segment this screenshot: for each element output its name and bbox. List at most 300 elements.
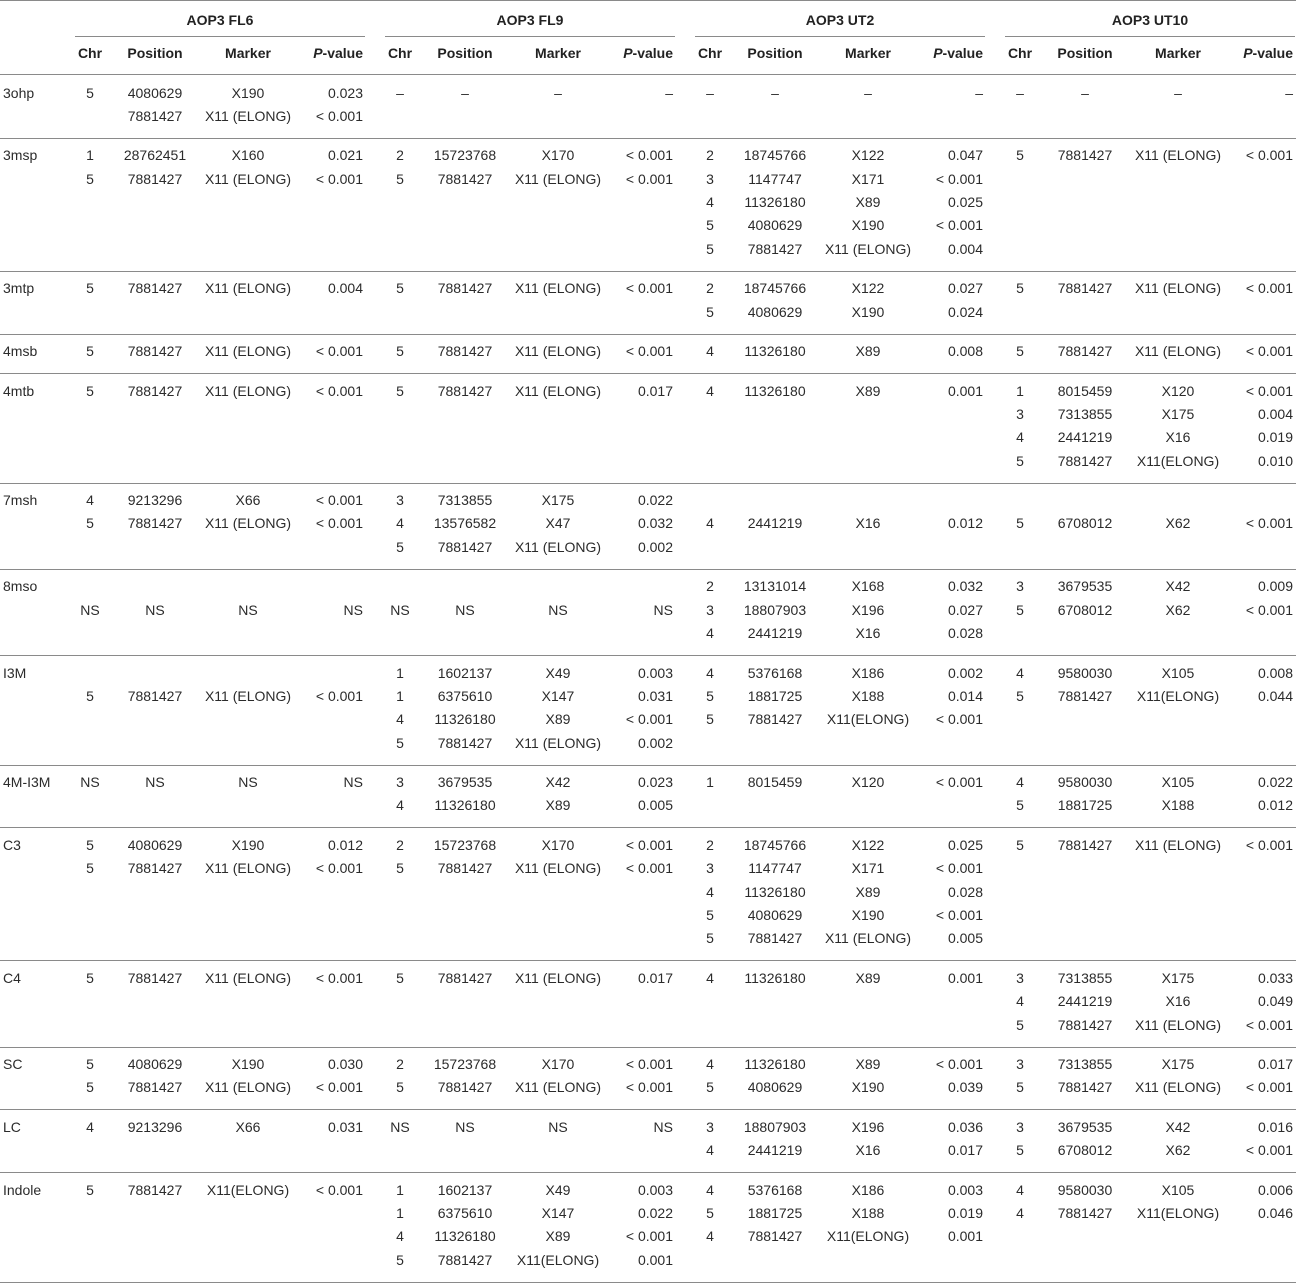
cell-marker: X105 [1161, 774, 1195, 791]
cell-pvalue: < 0.001 [625, 711, 673, 728]
cell-chr: 4 [706, 883, 714, 900]
cell-chr: 5 [86, 1056, 94, 1073]
cell-chr: NS [80, 601, 100, 618]
cell-marker: X62 [1165, 1142, 1191, 1159]
cell-chr: 5 [86, 382, 94, 399]
cell-marker: X16 [855, 515, 881, 532]
group-title-ut2: AOP3 UT2 [805, 12, 875, 28]
table-row [0, 334, 1296, 374]
cell-marker: X49 [545, 1181, 571, 1198]
group-title-fl6: AOP3 FL6 [186, 12, 254, 28]
cell-chr: 4 [1016, 993, 1024, 1010]
cell-position: 18807903 [743, 1118, 807, 1135]
cell-marker: X11 (ELONG) [1134, 1016, 1222, 1033]
cell-marker: X11(ELONG) [826, 1228, 910, 1245]
cell-position: 4080629 [127, 1056, 183, 1073]
cell-chr: 5 [1016, 147, 1024, 164]
cell-marker: X42 [545, 774, 571, 791]
cell-pvalue: 0.044 [1257, 687, 1293, 704]
cell-chr: 4 [706, 1181, 714, 1198]
cell-chr: 4 [706, 194, 714, 211]
col-header-marker: Marker [535, 45, 581, 61]
cell-marker: X170 [541, 147, 575, 164]
col-header-chr: Chr [697, 45, 723, 61]
cell-marker: X190 [231, 84, 265, 101]
cell-position: 3679535 [437, 774, 493, 791]
cell-marker: X120 [851, 774, 885, 791]
cell-marker: X190 [851, 303, 885, 320]
col-header-chr: Chr [77, 45, 103, 61]
pvalue-italic: P [1243, 45, 1253, 61]
cell-pvalue: < 0.001 [315, 687, 363, 704]
cell-pvalue: 0.001 [947, 969, 983, 986]
cell-position: 7881427 [1057, 343, 1113, 360]
cell-marker: X11 (ELONG) [514, 280, 602, 297]
trait-name: C3 [3, 836, 21, 853]
cell-pvalue: 0.024 [947, 303, 983, 320]
cell-marker: X171 [851, 860, 885, 877]
cell-pvalue: NS [343, 601, 363, 618]
cell-pvalue: NS [653, 601, 673, 618]
cell-marker: X175 [1161, 1056, 1195, 1073]
cell-chr: – [706, 84, 714, 101]
cell-pvalue: 0.009 [1257, 578, 1293, 595]
cell-chr: 5 [706, 930, 714, 947]
cell-position: 7881427 [437, 343, 493, 360]
cell-position: 7881427 [437, 280, 493, 297]
cell-position: 7881427 [1057, 280, 1113, 297]
cell-pvalue: NS [343, 774, 363, 791]
cell-marker: X11 (ELONG) [514, 538, 602, 555]
cell-marker: X11 (ELONG) [204, 343, 292, 360]
cell-position: 7881427 [437, 170, 493, 187]
cell-pvalue: < 0.001 [625, 860, 673, 877]
cell-marker: X175 [541, 492, 575, 509]
cell-chr: 5 [1016, 452, 1024, 469]
cell-pvalue: 0.049 [1257, 993, 1293, 1010]
cell-position: 1602137 [437, 664, 493, 681]
cell-position: 4080629 [747, 907, 803, 924]
trait-name: 4msb [3, 343, 38, 360]
trait-name: 3ohp [3, 84, 35, 101]
cell-marker: X11 (ELONG) [1134, 1079, 1222, 1096]
cell-position: NS [455, 1118, 475, 1135]
cell-chr: 5 [86, 1181, 94, 1198]
cell-chr: 5 [1016, 601, 1024, 618]
cell-chr: 4 [706, 343, 714, 360]
cell-pvalue: 0.008 [1257, 664, 1293, 681]
cell-marker: X47 [545, 515, 571, 532]
cell-pvalue: < 0.001 [315, 382, 363, 399]
cell-pvalue: < 0.001 [1245, 147, 1293, 164]
cell-chr: 4 [1016, 1181, 1024, 1198]
cell-chr: 5 [1016, 280, 1024, 297]
cell-pvalue: 0.002 [947, 664, 983, 681]
pvalue-italic: P [313, 45, 323, 61]
cell-pvalue: 0.047 [947, 147, 983, 164]
cell-marker: – [864, 84, 872, 101]
cell-position: 7881427 [747, 240, 803, 257]
cell-marker: X11(ELONG) [1136, 452, 1220, 469]
table-row [0, 483, 1296, 570]
cell-pvalue: 0.027 [947, 280, 983, 297]
cell-pvalue: 0.001 [947, 1228, 983, 1245]
cell-position: – [771, 84, 779, 101]
cell-pvalue: < 0.001 [625, 147, 673, 164]
cell-pvalue: < 0.001 [1245, 601, 1293, 618]
cell-position: 7881427 [747, 711, 803, 728]
cell-pvalue: < 0.001 [625, 1056, 673, 1073]
cell-position: 9580030 [1057, 774, 1113, 791]
cell-chr: 5 [396, 969, 404, 986]
cell-pvalue: 0.019 [1257, 429, 1293, 446]
cell-marker: X89 [855, 343, 881, 360]
group-header-row [0, 0, 1296, 37]
cell-pvalue: < 0.001 [315, 515, 363, 532]
cell-pvalue: < 0.001 [935, 711, 983, 728]
cell-chr: 5 [396, 734, 404, 751]
cell-pvalue: NS [653, 1118, 673, 1135]
cell-chr: NS [80, 774, 100, 791]
cell-position: 11326180 [744, 343, 806, 360]
cell-position: 7881427 [747, 930, 803, 947]
cell-position: 7881427 [1057, 1016, 1113, 1033]
cell-pvalue: 0.010 [1257, 452, 1293, 469]
cell-position: 7881427 [747, 1228, 803, 1245]
pvalue-italic: P [933, 45, 943, 61]
cell-chr: 5 [396, 382, 404, 399]
cell-chr: 3 [706, 170, 714, 187]
col-header-position: Position [127, 45, 183, 61]
cell-pvalue: 0.012 [1257, 797, 1293, 814]
cell-marker: X11 (ELONG) [1134, 280, 1222, 297]
cell-pvalue: 0.002 [637, 538, 673, 555]
cell-position: 4080629 [747, 1079, 803, 1096]
table-row [0, 569, 1296, 656]
cell-chr: 5 [706, 240, 714, 257]
cell-chr: 5 [396, 170, 404, 187]
cell-pvalue: 0.025 [947, 836, 983, 853]
cell-marker: X16 [1165, 429, 1191, 446]
cell-pvalue: 0.004 [327, 280, 363, 297]
cell-pvalue: – [1285, 84, 1293, 101]
cell-chr: 4 [706, 1142, 714, 1159]
cell-pvalue: 0.028 [947, 883, 983, 900]
cell-pvalue: < 0.001 [1245, 1142, 1293, 1159]
cell-position: 11326180 [744, 1056, 806, 1073]
cell-pvalue: < 0.001 [625, 1228, 673, 1245]
cell-chr: 5 [396, 1079, 404, 1096]
table-row [0, 75, 1296, 139]
cell-pvalue: < 0.001 [315, 860, 363, 877]
cell-pvalue: 0.012 [327, 836, 363, 853]
cell-chr: 5 [86, 687, 94, 704]
cell-position: 13576582 [433, 515, 497, 532]
pvalue-rest: -value [632, 45, 673, 61]
cell-marker: X62 [1165, 601, 1191, 618]
cell-marker: X11 (ELONG) [514, 734, 602, 751]
col-header-position: Position [1057, 45, 1113, 61]
cell-position: NS [145, 601, 165, 618]
cell-chr: 2 [706, 836, 714, 853]
cell-chr: 4 [706, 1056, 714, 1073]
cell-pvalue: < 0.001 [315, 969, 363, 986]
cell-position: 13131014 [743, 578, 807, 595]
table-row [0, 373, 1296, 484]
trait-name: LC [3, 1118, 21, 1135]
cell-position: 1881725 [747, 1205, 803, 1222]
cell-chr: 4 [706, 1228, 714, 1245]
cell-marker: X11 (ELONG) [204, 280, 292, 297]
pvalue-rest: -value [322, 45, 363, 61]
cell-pvalue: 0.021 [327, 147, 363, 164]
cell-position: 9213296 [127, 1118, 183, 1135]
cell-chr: 1 [396, 1205, 404, 1222]
cell-chr: 4 [706, 664, 714, 681]
cell-pvalue: < 0.001 [1245, 280, 1293, 297]
cell-pvalue: 0.003 [947, 1181, 983, 1198]
col-header-marker: Marker [1155, 45, 1201, 61]
cell-marker: X11 (ELONG) [514, 1079, 602, 1096]
cell-pvalue: < 0.001 [1245, 1079, 1293, 1096]
cell-pvalue: < 0.001 [315, 107, 363, 124]
cell-chr: 2 [706, 147, 714, 164]
cell-position: 2441219 [747, 1142, 803, 1159]
cell-chr: 3 [1016, 1056, 1024, 1073]
cell-position: 2441219 [1057, 993, 1113, 1010]
cell-chr: 4 [396, 797, 404, 814]
cell-position: 9580030 [1057, 664, 1113, 681]
cell-marker: NS [548, 1118, 568, 1135]
cell-marker: X11 (ELONG) [824, 240, 912, 257]
cell-pvalue: 0.004 [1257, 405, 1293, 422]
cell-position: 1602137 [437, 1181, 493, 1198]
trait-name: 3mtp [3, 280, 35, 297]
cell-chr: 5 [1016, 797, 1024, 814]
cell-pvalue: 0.017 [637, 382, 673, 399]
cell-chr: 5 [86, 280, 94, 297]
cell-position: 7881427 [437, 734, 493, 751]
cell-chr: 5 [86, 836, 94, 853]
cell-chr: 5 [86, 860, 94, 877]
cell-chr: 4 [396, 711, 404, 728]
table-row [0, 765, 1296, 829]
cell-position: 7881427 [127, 1181, 183, 1198]
cell-marker: X11 (ELONG) [514, 860, 602, 877]
cell-chr: 5 [86, 1079, 94, 1096]
cell-position: 11326180 [434, 1228, 496, 1245]
cell-position: 6708012 [1057, 515, 1113, 532]
cell-position: 7881427 [127, 969, 183, 986]
cell-pvalue: 0.023 [327, 84, 363, 101]
cell-marker: X160 [231, 147, 265, 164]
cell-chr: 5 [1016, 1142, 1024, 1159]
cell-chr: 5 [706, 1205, 714, 1222]
table-row [0, 138, 1296, 272]
cell-pvalue: < 0.001 [1245, 382, 1293, 399]
trait-name: I3M [3, 664, 27, 681]
cell-marker: X147 [541, 687, 575, 704]
cell-chr: 4 [1016, 774, 1024, 791]
cell-marker: X188 [851, 687, 885, 704]
cell-chr: 1 [396, 687, 404, 704]
cell-position: 7881427 [127, 1079, 183, 1096]
cell-chr: 4 [86, 492, 94, 509]
cell-position: 11326180 [744, 969, 806, 986]
cell-position: – [1081, 84, 1089, 101]
cell-pvalue: 0.005 [637, 797, 673, 814]
cell-position: 7313855 [437, 492, 493, 509]
cell-marker: X11(ELONG) [206, 1181, 290, 1198]
cell-position: 7881427 [127, 343, 183, 360]
cell-position: 18745766 [743, 836, 807, 853]
cell-chr: 4 [706, 625, 714, 642]
cell-position: 6375610 [437, 687, 493, 704]
cell-pvalue: 0.022 [1257, 774, 1293, 791]
cell-pvalue: < 0.001 [315, 1079, 363, 1096]
cell-chr: 3 [706, 1118, 714, 1135]
cell-marker: X190 [231, 836, 265, 853]
cell-position: 6375610 [437, 1205, 493, 1222]
cell-marker: – [554, 84, 562, 101]
cell-position: 7881427 [127, 170, 183, 187]
cell-pvalue: 0.019 [947, 1205, 983, 1222]
cell-position: 11326180 [434, 797, 496, 814]
cell-pvalue: < 0.001 [315, 343, 363, 360]
cell-chr: 3 [1016, 1118, 1024, 1135]
cell-pvalue: 0.031 [637, 687, 673, 704]
cell-position: 7881427 [127, 687, 183, 704]
col-header-pvalue [593, 36, 673, 74]
cell-pvalue: 0.046 [1257, 1205, 1293, 1222]
cell-position: 7881427 [1057, 836, 1113, 853]
cell-position: 7881427 [437, 860, 493, 877]
table-row [0, 271, 1296, 335]
cell-chr: 5 [396, 1251, 404, 1268]
cell-position: 8015459 [1057, 382, 1113, 399]
cell-position: 15723768 [433, 1056, 497, 1073]
table-row [0, 960, 1296, 1047]
col-header-marker: Marker [225, 45, 271, 61]
cell-marker: X11 (ELONG) [204, 107, 292, 124]
cell-position: 7881427 [127, 382, 183, 399]
cell-position: 11326180 [744, 382, 806, 399]
cell-pvalue: < 0.001 [935, 170, 983, 187]
cell-position: 7881427 [127, 515, 183, 532]
cell-chr: 2 [396, 147, 404, 164]
cell-marker: X11 (ELONG) [514, 170, 602, 187]
cell-pvalue: 0.006 [1257, 1181, 1293, 1198]
cell-marker: X11 (ELONG) [204, 860, 292, 877]
cell-position: 9580030 [1057, 1181, 1113, 1198]
cell-marker: X170 [541, 836, 575, 853]
cell-marker: X89 [855, 382, 881, 399]
cell-position: 7881427 [127, 107, 183, 124]
cell-chr: 4 [396, 515, 404, 532]
cell-chr: 3 [396, 774, 404, 791]
cell-pvalue: 0.004 [947, 240, 983, 257]
cell-chr: 5 [706, 907, 714, 924]
cell-pvalue: 0.039 [947, 1079, 983, 1096]
cell-chr: NS [390, 1118, 410, 1135]
trait-name: 4mtb [3, 382, 35, 399]
cell-pvalue: 0.027 [947, 601, 983, 618]
cell-position: 7881427 [1057, 1205, 1113, 1222]
trait-name: Indole [3, 1181, 42, 1198]
cell-chr: 1 [1016, 382, 1024, 399]
cell-position: 1881725 [1057, 797, 1113, 814]
cell-chr: 5 [1016, 515, 1024, 532]
cell-pvalue: 0.033 [1257, 969, 1293, 986]
cell-position: 4080629 [747, 217, 803, 234]
cell-marker: NS [238, 774, 258, 791]
cell-chr: 5 [706, 1079, 714, 1096]
cell-chr: 4 [1016, 664, 1024, 681]
cell-marker: X11 (ELONG) [824, 930, 912, 947]
cell-position: 11326180 [744, 883, 806, 900]
cell-position: 7881427 [1057, 452, 1113, 469]
cell-pvalue: < 0.001 [625, 1079, 673, 1096]
cell-marker: X147 [541, 1205, 575, 1222]
cell-pvalue: 0.003 [637, 664, 673, 681]
table-row [0, 827, 1296, 961]
cell-marker: X190 [851, 907, 885, 924]
cell-chr: 5 [1016, 836, 1024, 853]
cell-chr: 2 [396, 836, 404, 853]
cell-chr: NS [390, 601, 410, 618]
cell-position: 1147747 [748, 170, 802, 187]
cell-pvalue: < 0.001 [935, 907, 983, 924]
col-header-marker: Marker [845, 45, 891, 61]
cell-pvalue: 0.014 [947, 687, 983, 704]
cell-chr: 3 [1016, 969, 1024, 986]
cell-pvalue: – [665, 84, 673, 101]
cell-marker: X171 [851, 170, 885, 187]
cell-marker: X89 [855, 194, 881, 211]
cell-pvalue: < 0.001 [625, 836, 673, 853]
cell-pvalue: < 0.001 [935, 860, 983, 877]
cell-position: 7313855 [1057, 1056, 1113, 1073]
cell-chr: 5 [706, 303, 714, 320]
col-header-pvalue [1213, 36, 1293, 74]
cell-chr: 1 [86, 147, 94, 164]
cell-position: 2441219 [1057, 429, 1113, 446]
cell-chr: 4 [86, 1118, 94, 1135]
cell-position: 18745766 [743, 280, 807, 297]
cell-chr: – [396, 84, 404, 101]
col-header-position: Position [747, 45, 803, 61]
cell-chr: 4 [706, 515, 714, 532]
cell-chr: 5 [396, 538, 404, 555]
cell-marker: X196 [851, 1118, 885, 1135]
cell-chr: 2 [706, 280, 714, 297]
cell-marker: X105 [1161, 664, 1195, 681]
cell-chr: 5 [396, 343, 404, 360]
pvalue-rest: -value [1252, 45, 1293, 61]
cell-position: – [461, 84, 469, 101]
cell-marker: X11 (ELONG) [204, 515, 292, 532]
cell-position: 7313855 [1057, 969, 1113, 986]
cell-pvalue: < 0.001 [935, 1056, 983, 1073]
cell-chr: 5 [1016, 343, 1024, 360]
cell-position: 7881427 [1057, 687, 1113, 704]
cell-marker: X170 [541, 1056, 575, 1073]
cell-marker: X190 [851, 1079, 885, 1096]
cell-chr: 5 [706, 711, 714, 728]
cell-pvalue: < 0.001 [315, 1181, 363, 1198]
cell-marker: X105 [1161, 1181, 1195, 1198]
cell-position: 1881725 [747, 687, 803, 704]
